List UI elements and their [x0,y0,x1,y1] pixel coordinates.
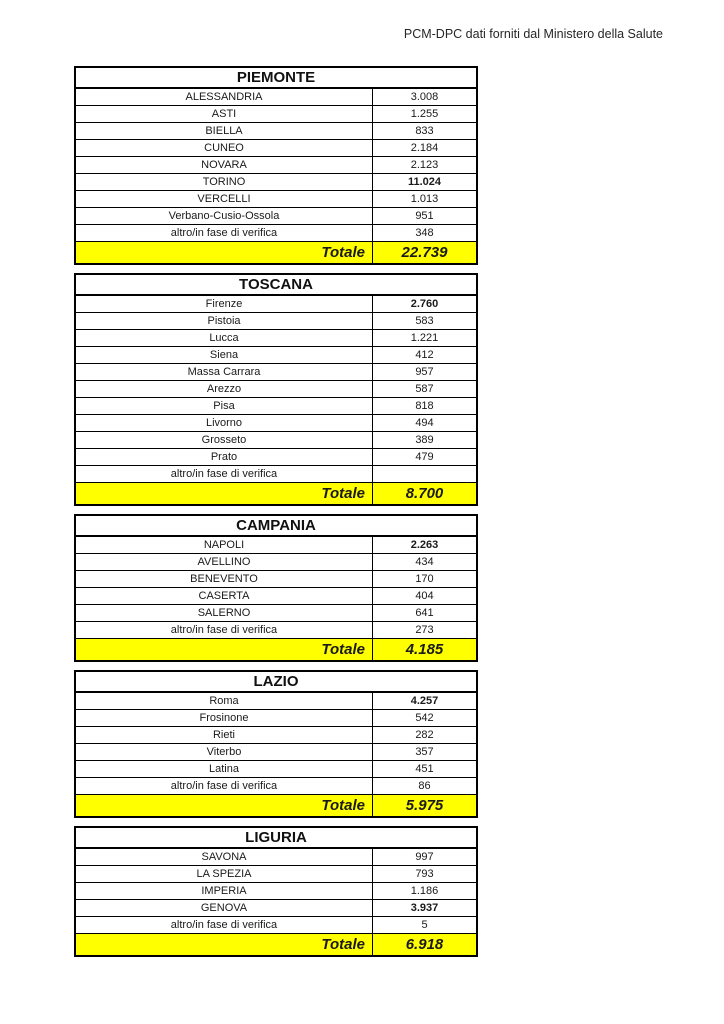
province-value-cell: 1.255 [410,108,439,120]
province-name-cell: altro/in fase di verifica [76,778,373,794]
table-row [76,588,476,605]
province-name-cell: Frosinone [76,710,373,726]
table-row [76,693,476,710]
table-row [76,605,476,622]
province-value-cell: 282 [415,729,434,741]
region-table-lazio [74,670,478,818]
province-name-cell: TORINO [76,174,373,190]
province-value-cell: 170 [415,573,434,585]
province-name-cell: Prato [76,449,373,465]
total-row [76,639,476,660]
table-row [76,381,476,398]
table-row [76,727,476,744]
table-row [76,778,476,795]
province-value-cell: 587 [415,383,434,395]
total-row [76,934,476,955]
province-name-cell: Lucca [76,330,373,346]
table-row [76,225,476,242]
province-value-cell: 2.263 [410,539,439,551]
province-value-cell: 2.184 [410,142,439,154]
table-row [76,123,476,140]
region-title: TOSCANA [76,275,476,296]
province-name-cell: Firenze [76,296,373,312]
province-name-cell: altro/in fase di verifica [76,917,373,933]
province-value-cell: 2.123 [410,159,439,171]
total-label: Totale [76,639,373,660]
total-value: 5.975 [405,797,444,814]
province-name-cell: altro/in fase di verifica [76,466,373,482]
province-value-cell: 957 [415,366,434,378]
table-row [76,537,476,554]
total-value: 6.918 [405,936,444,953]
table-row [76,744,476,761]
province-name-cell: Siena [76,347,373,363]
table-row [76,89,476,106]
header-note: PCM-DPC dati forniti dal Ministero della Salute [403,27,663,41]
region-table-campania [74,514,478,662]
province-value-cell: 542 [415,712,434,724]
province-name-cell: NOVARA [76,157,373,173]
province-name-cell: Grosseto [76,432,373,448]
province-value-cell: 951 [415,210,434,222]
table-row [76,883,476,900]
province-value-cell: 1.221 [410,332,439,344]
province-name-cell: Pistoia [76,313,373,329]
table-row [76,140,476,157]
province-name-cell: Massa Carrara [76,364,373,380]
province-name-cell: ASTI [76,106,373,122]
total-label: Totale [76,795,373,816]
province-name-cell: BIELLA [76,123,373,139]
region-title: PIEMONTE [76,68,476,89]
table-row [76,398,476,415]
table-row [76,900,476,917]
total-value: 22.739 [401,244,448,261]
province-value-cell: 997 [415,851,434,863]
table-row [76,710,476,727]
province-value-cell: 4.257 [410,695,439,707]
province-value-cell: 818 [415,400,434,412]
province-value-cell: 11.024 [407,176,442,188]
province-value-cell: 833 [415,125,434,137]
province-name-cell: ALESSANDRIA [76,89,373,105]
province-value-cell: 389 [415,434,434,446]
province-value-cell: 357 [415,746,434,758]
total-row [76,483,476,504]
province-name-cell: Rieti [76,727,373,743]
region-title: LIGURIA [76,828,476,849]
table-row [76,296,476,313]
province-name-cell: Roma [76,693,373,709]
total-row [76,795,476,816]
province-value-cell: 404 [415,590,434,602]
table-row [76,866,476,883]
province-name-cell: NAPOLI [76,537,373,553]
total-row [76,242,476,263]
province-name-cell: Pisa [76,398,373,414]
province-value-cell: 412 [415,349,434,361]
table-row [76,106,476,123]
province-value-cell: 1.186 [410,885,439,897]
region-table-toscana [74,273,478,506]
province-value-cell: 2.760 [410,298,439,310]
table-row [76,917,476,934]
province-value-cell: 348 [415,227,434,239]
province-value-cell: 451 [415,763,434,775]
table-row [76,313,476,330]
table-row [76,571,476,588]
total-value: 4.185 [405,641,444,658]
table-row [76,849,476,866]
region-title: LAZIO [76,672,476,693]
province-value-cell [373,466,476,482]
table-row [76,208,476,225]
province-value-cell: 434 [415,556,434,568]
province-name-cell: Viterbo [76,744,373,760]
total-label: Totale [76,242,373,263]
province-name-cell: BENEVENTO [76,571,373,587]
total-value: 8.700 [405,485,444,502]
table-row [76,174,476,191]
table-row [76,157,476,174]
province-value-cell: 793 [415,868,434,880]
table-row [76,554,476,571]
province-name-cell: CASERTA [76,588,373,604]
province-name-cell: Livorno [76,415,373,431]
region-table-piemonte [74,66,478,265]
province-value-cell: 641 [415,607,434,619]
province-name-cell: VERCELLI [76,191,373,207]
province-name-cell: LA SPEZIA [76,866,373,882]
province-value-cell: 494 [415,417,434,429]
province-name-cell: AVELLINO [76,554,373,570]
total-label: Totale [76,934,373,955]
region-table-liguria [74,826,478,957]
province-name-cell: SAVONA [76,849,373,865]
province-value-cell: 3.937 [410,902,439,914]
province-name-cell: IMPERIA [76,883,373,899]
province-value-cell: 3.008 [410,91,439,103]
region-tables-container [74,66,478,965]
province-value-cell: 583 [415,315,434,327]
province-name-cell: altro/in fase di verifica [76,622,373,638]
province-name-cell: Verbano-Cusio-Ossola [76,208,373,224]
province-name-cell: GENOVA [76,900,373,916]
table-row [76,191,476,208]
table-row [76,622,476,639]
table-row [76,449,476,466]
province-value-cell: 5 [421,919,428,931]
table-row [76,364,476,381]
province-value-cell: 86 [418,780,431,792]
province-name-cell: CUNEO [76,140,373,156]
province-value-cell: 479 [415,451,434,463]
province-name-cell: altro/in fase di verifica [76,225,373,241]
table-row [76,432,476,449]
region-title: CAMPANIA [76,516,476,537]
total-label: Totale [76,483,373,504]
province-value-cell: 273 [415,624,434,636]
table-row [76,330,476,347]
province-name-cell: SALERNO [76,605,373,621]
province-value-cell: 1.013 [410,193,439,205]
table-row [76,347,476,364]
table-row [76,761,476,778]
table-row [76,466,476,483]
province-name-cell: Arezzo [76,381,373,397]
table-row [76,415,476,432]
province-name-cell: Latina [76,761,373,777]
